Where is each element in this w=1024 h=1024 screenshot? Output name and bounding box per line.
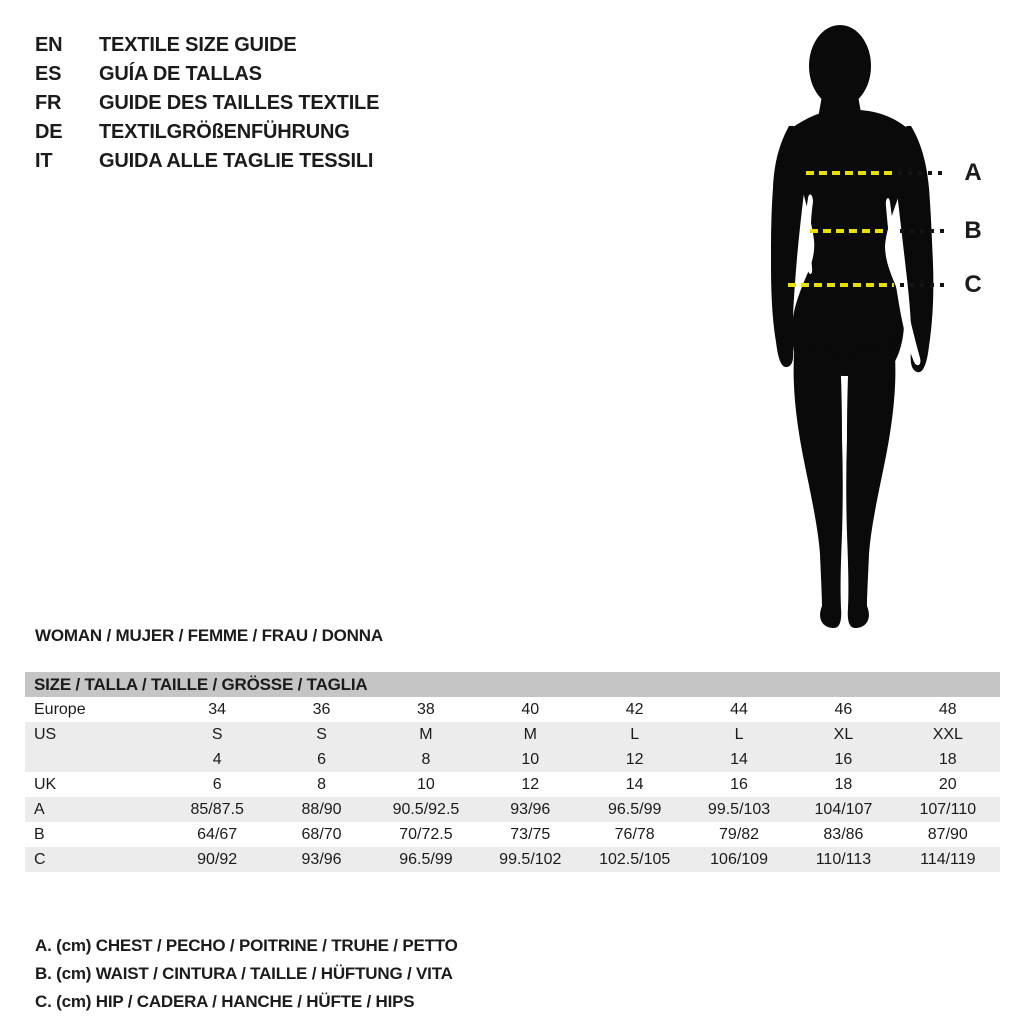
- size-cell: 104/107: [814, 801, 873, 818]
- measurement-legend: [35, 932, 458, 1016]
- hip-measure-line: [788, 283, 894, 287]
- lang-code: ES: [35, 63, 62, 85]
- size-cell: 16: [834, 751, 853, 768]
- lang-code: IT: [35, 150, 53, 172]
- table-row: [25, 722, 1000, 747]
- waist-measure-line: [810, 229, 888, 233]
- row-label: C: [34, 851, 46, 868]
- table-row: [25, 747, 1000, 772]
- size-cell: 96.5/99: [607, 801, 662, 818]
- chest-leader-line: [898, 171, 948, 175]
- table-row: [25, 822, 1000, 847]
- size-cell: 90/92: [197, 851, 238, 868]
- table-row: [25, 772, 1000, 797]
- language-title-list: [35, 31, 379, 176]
- size-cell: 83/86: [823, 826, 864, 843]
- size-cell: 18: [834, 776, 853, 793]
- woman-silhouette-figure: [768, 20, 968, 632]
- size-cell: 99.5/102: [499, 851, 562, 868]
- lang-row-es: [35, 60, 379, 89]
- lang-row-it: [35, 147, 379, 176]
- size-cell: 14: [730, 751, 748, 768]
- size-cell: 90.5/92.5: [392, 801, 460, 818]
- size-cell: L: [630, 726, 640, 743]
- size-cell: 6: [212, 776, 222, 793]
- size-cell: 8: [317, 776, 327, 793]
- size-cell: XL: [833, 726, 854, 743]
- size-table: [25, 672, 1000, 872]
- size-cell: 48: [938, 701, 957, 718]
- size-cell: 10: [417, 776, 435, 793]
- size-cell: 38: [417, 701, 435, 718]
- size-cell: S: [211, 726, 223, 743]
- row-label: B: [34, 826, 45, 843]
- size-cell: 40: [521, 701, 540, 718]
- section-heading-woman: WOMAN / MUJER / FEMME / FRAU / DONNA: [35, 626, 383, 645]
- table-row: [25, 697, 1000, 722]
- marker-label-c: C: [964, 271, 982, 298]
- lang-title: TEXTILGRÖßENFÜHRUNG: [99, 121, 350, 143]
- lang-row-fr: [35, 89, 379, 118]
- lang-title: GUIDA ALLE TAGLIE TESSILI: [99, 150, 374, 172]
- row-label: A: [34, 801, 45, 818]
- size-cell: 8: [421, 751, 431, 768]
- table-row: [25, 797, 1000, 822]
- size-cell: 76/78: [614, 826, 655, 843]
- size-cell: 36: [312, 701, 331, 718]
- size-cell: 88/90: [301, 801, 342, 818]
- marker-label-b: B: [964, 217, 982, 244]
- lang-row-en: [35, 31, 379, 60]
- size-cell: 93/96: [301, 851, 342, 868]
- legend-line-hip: C. (cm) HIP / CADERA / HANCHE / HÜFTE / HIPS: [35, 992, 415, 1011]
- size-cell: 73/75: [510, 826, 551, 843]
- lang-title: GUÍA DE TALLAS: [99, 63, 262, 85]
- size-cell: M: [523, 726, 537, 743]
- lang-row-de: [35, 118, 379, 147]
- table-row: [25, 847, 1000, 872]
- size-cell: 99.5/103: [707, 801, 771, 818]
- size-cell: 64/67: [197, 826, 238, 843]
- lang-title: TEXTILE SIZE GUIDE: [99, 34, 297, 56]
- size-cell: L: [734, 726, 744, 743]
- size-cell: 93/96: [510, 801, 551, 818]
- size-cell: 12: [521, 776, 540, 793]
- size-cell: 10: [521, 751, 540, 768]
- size-cell: 42: [625, 701, 644, 718]
- row-label: UK: [34, 776, 57, 793]
- marker-label-a: A: [964, 159, 982, 186]
- size-cell: 68/70: [301, 826, 342, 843]
- size-cell: 18: [938, 751, 957, 768]
- size-cell: 6: [317, 751, 327, 768]
- size-cell: 87/90: [927, 826, 968, 843]
- size-cell: 114/119: [920, 851, 976, 868]
- size-table-body: [25, 697, 1000, 872]
- hip-leader-line: [900, 283, 948, 287]
- size-cell: 96.5/99: [399, 851, 453, 868]
- lang-code: FR: [35, 92, 62, 114]
- size-cell: 85/87.5: [190, 801, 244, 818]
- size-cell: 16: [730, 776, 748, 793]
- size-cell: 110/113: [815, 851, 872, 868]
- lang-code: EN: [35, 34, 63, 56]
- chest-measure-line: [806, 171, 892, 175]
- row-label: Europe: [34, 701, 86, 718]
- size-cell: 107/110: [919, 801, 977, 818]
- waist-leader-line: [900, 229, 948, 233]
- size-cell: 14: [625, 776, 644, 793]
- row-label: [25, 747, 165, 772]
- size-cell: M: [419, 726, 433, 743]
- size-cell: XXL: [932, 726, 963, 743]
- size-cell: 106/109: [710, 851, 768, 868]
- size-table-header: SIZE / TALLA / TAILLE / GRÖSSE / TAGLIA: [25, 672, 1000, 697]
- size-cell: 4: [212, 751, 222, 768]
- size-cell: 46: [834, 701, 853, 718]
- size-cell: 70/72.5: [399, 826, 453, 843]
- size-cell: S: [316, 726, 327, 743]
- lang-title: GUIDE DES TAILLES TEXTILE: [99, 92, 380, 114]
- size-cell: 44: [730, 701, 748, 718]
- size-cell: 12: [625, 751, 644, 768]
- legend-line-waist: B. (cm) WAIST / CINTURA / TAILLE / HÜFTUNG / VITA: [35, 964, 453, 983]
- lang-code: DE: [35, 121, 63, 143]
- legend-line-chest: A. (cm) CHEST / PECHO / POITRINE / TRUHE / PETTO: [35, 936, 458, 955]
- size-cell: 34: [208, 701, 227, 718]
- row-label: US: [34, 726, 57, 743]
- size-cell: 20: [938, 776, 957, 793]
- size-cell: 79/82: [719, 826, 760, 843]
- size-cell: 102.5/105: [599, 851, 671, 868]
